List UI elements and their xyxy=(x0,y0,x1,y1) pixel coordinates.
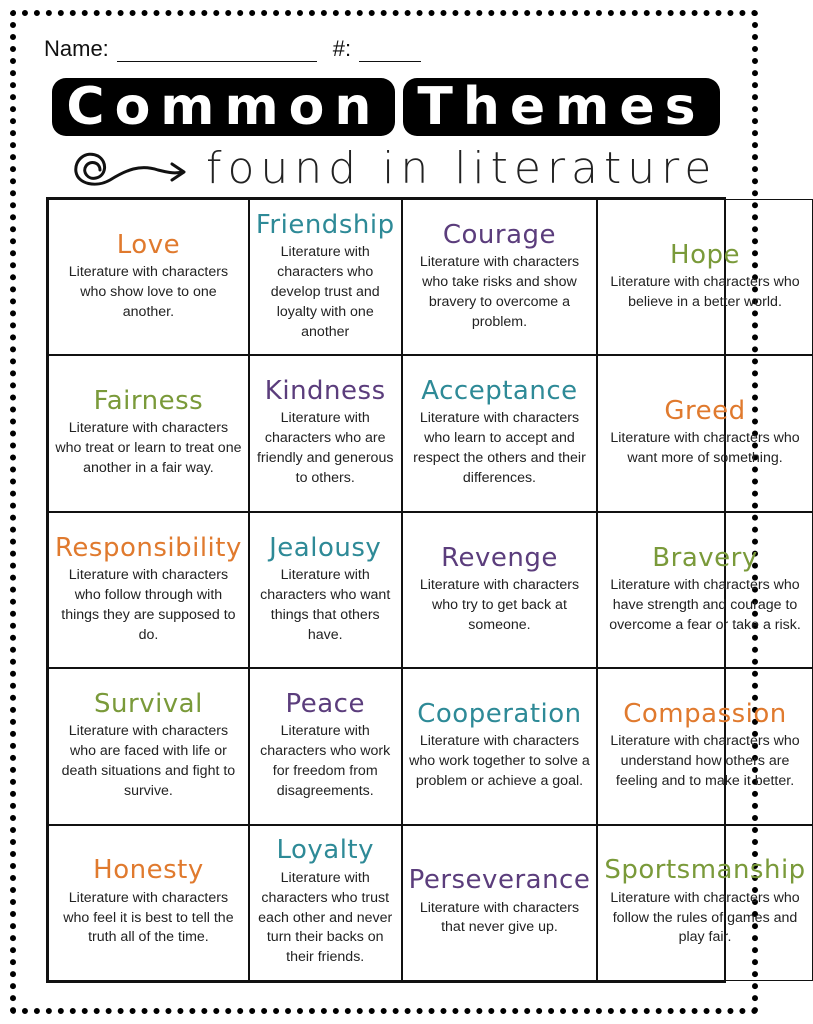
theme-name: Cooperation xyxy=(417,698,582,729)
theme-name: Perseverance xyxy=(408,865,591,896)
theme-description: Literature with characters who feel it is best to tell the truth all of the time. xyxy=(63,889,234,946)
main-title xyxy=(38,78,734,136)
theme-description: Literature with characters who understand how others are feeling and to make it better. xyxy=(610,733,800,789)
theme-cell xyxy=(402,512,598,668)
subtitle: found in literature xyxy=(206,142,718,194)
theme-description: Literature with characters who want more of something. xyxy=(610,430,800,467)
swirl-arrow-icon xyxy=(70,140,190,196)
theme-cell xyxy=(597,668,812,824)
theme-description: Literature with characters who believe in a better world. xyxy=(610,273,800,310)
theme-description: Literature with characters who follow the rules of games and play fair. xyxy=(610,889,800,946)
title-word-themes: Themes xyxy=(403,78,719,136)
theme-cell xyxy=(249,668,402,824)
theme-cell xyxy=(597,512,812,668)
theme-description: Literature with characters who develop trust and loyalty with one another xyxy=(270,244,380,340)
theme-name: Friendship xyxy=(255,209,395,240)
theme-description: Literature with characters who learn to accept and respect the others and their differences. xyxy=(413,410,586,487)
theme-description: Literature with characters who take risks and show bravery to overcome a problem. xyxy=(419,254,580,330)
theme-name: Bravery xyxy=(652,542,758,573)
theme-description: Literature with characters who try to get back at someone. xyxy=(419,576,580,633)
theme-name: Compassion xyxy=(623,698,787,729)
theme-cell xyxy=(249,825,402,981)
name-number-row xyxy=(44,30,421,62)
theme-description: Literature with characters who want things that others have. xyxy=(260,566,391,643)
theme-cell xyxy=(402,825,598,981)
theme-description: Literature with characters who work for freedom from disagreements. xyxy=(260,723,391,799)
name-blank-line[interactable] xyxy=(117,39,317,62)
theme-cell xyxy=(597,355,812,511)
theme-name: Survival xyxy=(94,688,203,719)
theme-name: Acceptance xyxy=(421,376,578,407)
theme-cell xyxy=(48,825,249,981)
subtitle-row xyxy=(70,140,720,196)
theme-name: Hope xyxy=(670,239,740,270)
theme-cell xyxy=(402,199,598,355)
theme-description: Literature with characters who are faced with life or death situations and fight to survive. xyxy=(61,723,236,799)
theme-name: Fairness xyxy=(93,386,204,417)
theme-name: Love xyxy=(116,229,181,260)
theme-name: Loyalty xyxy=(276,835,374,866)
theme-name: Sportsmanship xyxy=(604,855,806,886)
theme-cell xyxy=(48,668,249,824)
theme-name: Responsibility xyxy=(55,532,242,563)
theme-name: Jealousy xyxy=(269,532,382,563)
theme-description: Literature with characters who treat or learn to treat one another in a fair way. xyxy=(55,420,242,477)
number-label: #: xyxy=(332,36,352,61)
theme-cell xyxy=(249,355,402,511)
theme-description: Literature with characters who are friendly and generous to others. xyxy=(256,410,394,487)
theme-cell xyxy=(402,355,598,511)
name-label: Name: xyxy=(44,36,109,61)
theme-description: Literature with characters who work together to solve a problem or achieve a goal. xyxy=(409,733,590,789)
title-word-common: Common xyxy=(52,78,395,136)
theme-cell xyxy=(597,825,812,981)
theme-cell xyxy=(48,512,249,668)
theme-cell xyxy=(249,199,402,355)
theme-name: Greed xyxy=(664,396,746,427)
theme-name: Courage xyxy=(442,219,557,250)
theme-description: Literature with characters who show love to one another. xyxy=(68,264,229,320)
theme-description: Literature with characters who have strength and courage to overcome a fear or take a risk. xyxy=(609,576,801,633)
theme-description: Literature with characters who follow through with things they are supposed to do. xyxy=(61,566,236,643)
theme-description: Literature with characters who trust each other and never turn their backs on their friends. xyxy=(258,869,393,966)
theme-cell xyxy=(249,512,402,668)
theme-name: Honesty xyxy=(93,855,204,886)
theme-name: Peace xyxy=(285,688,365,719)
theme-cell xyxy=(402,668,598,824)
number-blank-line[interactable] xyxy=(359,39,421,62)
theme-name: Revenge xyxy=(441,542,558,573)
theme-description: Literature with characters that never give up. xyxy=(419,899,580,936)
theme-cell xyxy=(597,199,812,355)
theme-name: Kindness xyxy=(264,376,386,407)
theme-cell xyxy=(48,355,249,511)
themes-grid xyxy=(46,197,806,983)
theme-cell xyxy=(48,199,249,355)
